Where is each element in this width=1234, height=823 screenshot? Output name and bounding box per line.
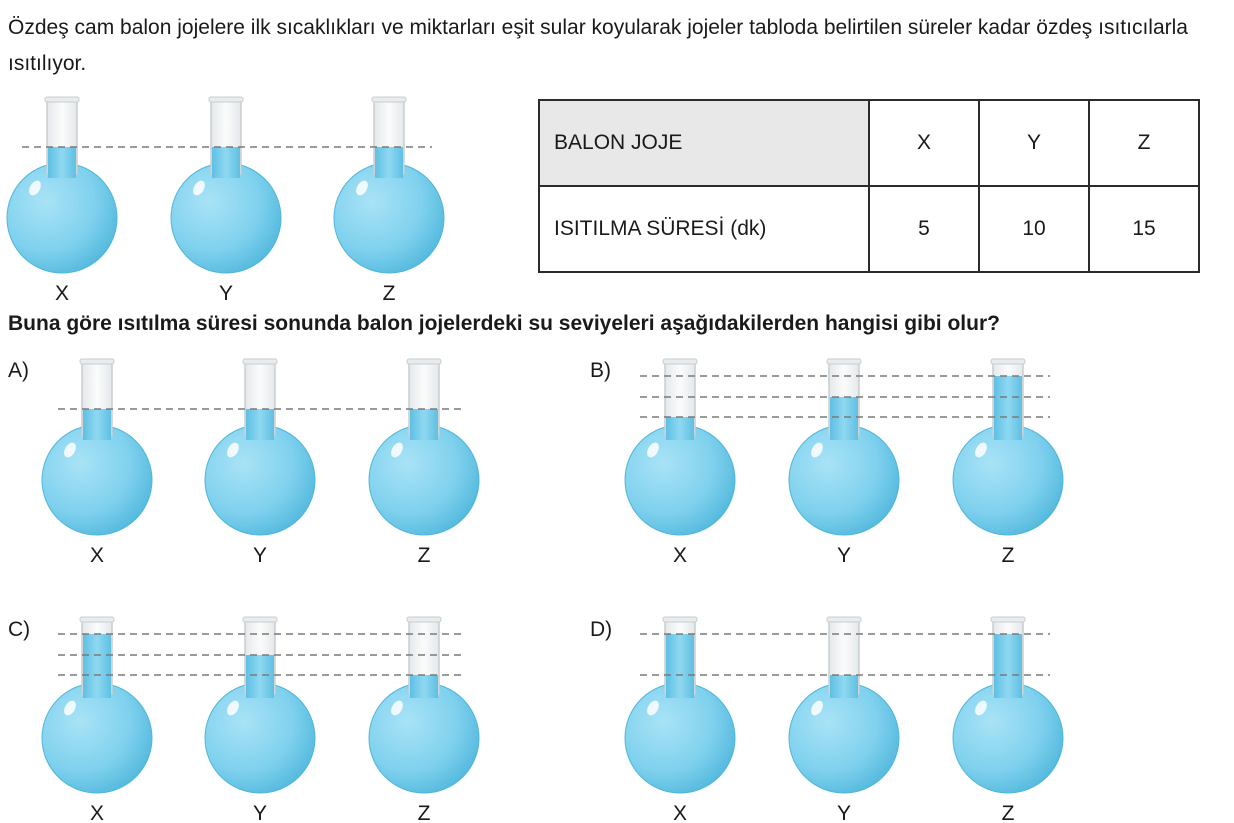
initial-flask-z <box>334 97 444 305</box>
option-c-flask-y-label: Y <box>252 802 268 823</box>
option-a-letter[interactable]: A) <box>8 359 29 382</box>
option-a-flask-x-label: X <box>89 544 105 567</box>
table-cell-duration-y: 10 <box>979 186 1089 272</box>
option-b-flask-y <box>789 359 899 567</box>
option-a-flask-z <box>369 359 479 567</box>
initial-flask-x-label: X <box>54 282 70 305</box>
option-d-flask-x-label: X <box>672 802 688 823</box>
option-b-flask-z <box>953 359 1063 567</box>
option-d-flask-x <box>625 617 735 823</box>
intro-text: Özdeş cam balon jojelere ilk sıcaklıkları ve miktarları eşit sular koyularak jojeler tabloda belirtilen süreler kadar özdeş ısıtıcılarla ısıtılıyor. <box>8 16 1188 75</box>
option-b-flask-x-label: X <box>672 544 688 567</box>
option-a-flask-y-label: Y <box>252 544 268 567</box>
option-d-flask-z <box>953 617 1063 823</box>
table-row-duration <box>539 186 1199 272</box>
option-d-flask-y <box>789 617 899 823</box>
option-a-flask-z-label: Z <box>417 544 431 567</box>
initial-flask-z-label: Z <box>382 282 396 305</box>
table-header-flask: BALON JOJE <box>539 100 869 186</box>
question-text: Buna göre ısıtılma süresi sonunda balon jojelerdeki su seviyeleri aşağıdakilerden hangisi gibi olur? <box>8 312 1000 335</box>
option-d-flask-y-label: Y <box>836 802 852 823</box>
option-d-letter[interactable]: D) <box>590 618 613 641</box>
initial-flask-y <box>171 97 281 305</box>
table-row-flask <box>539 100 1199 186</box>
table-cell-x: X <box>869 100 979 186</box>
option-b-flask-y-label: Y <box>836 544 852 567</box>
heating-table <box>538 99 1200 273</box>
option-c-flask-z-label: Z <box>417 802 431 823</box>
table-cell-z: Z <box>1089 100 1199 186</box>
initial-flask-x <box>7 97 117 305</box>
option-c-flask-y <box>205 617 315 823</box>
option-b-letter[interactable]: B) <box>590 359 611 382</box>
option-b-flask-z-label: Z <box>1001 544 1015 567</box>
option-a-flask-x <box>42 359 152 567</box>
table-cell-duration-x: 5 <box>869 186 979 272</box>
option-d-flask-z-label: Z <box>1001 802 1015 823</box>
initial-flask-y-label: Y <box>218 282 234 305</box>
option-c-flask-x-label: X <box>89 802 105 823</box>
option-c-flask-z <box>369 617 479 823</box>
option-b-flask-x <box>625 359 735 567</box>
table-cell-duration-z: 15 <box>1089 186 1199 272</box>
table-header-duration: ISITILMA SÜRESİ (dk) <box>539 186 869 272</box>
table-cell-y: Y <box>979 100 1089 186</box>
option-c-flask-x <box>42 617 152 823</box>
option-a-flask-y <box>205 359 315 567</box>
option-c-letter[interactable]: C) <box>8 618 31 641</box>
